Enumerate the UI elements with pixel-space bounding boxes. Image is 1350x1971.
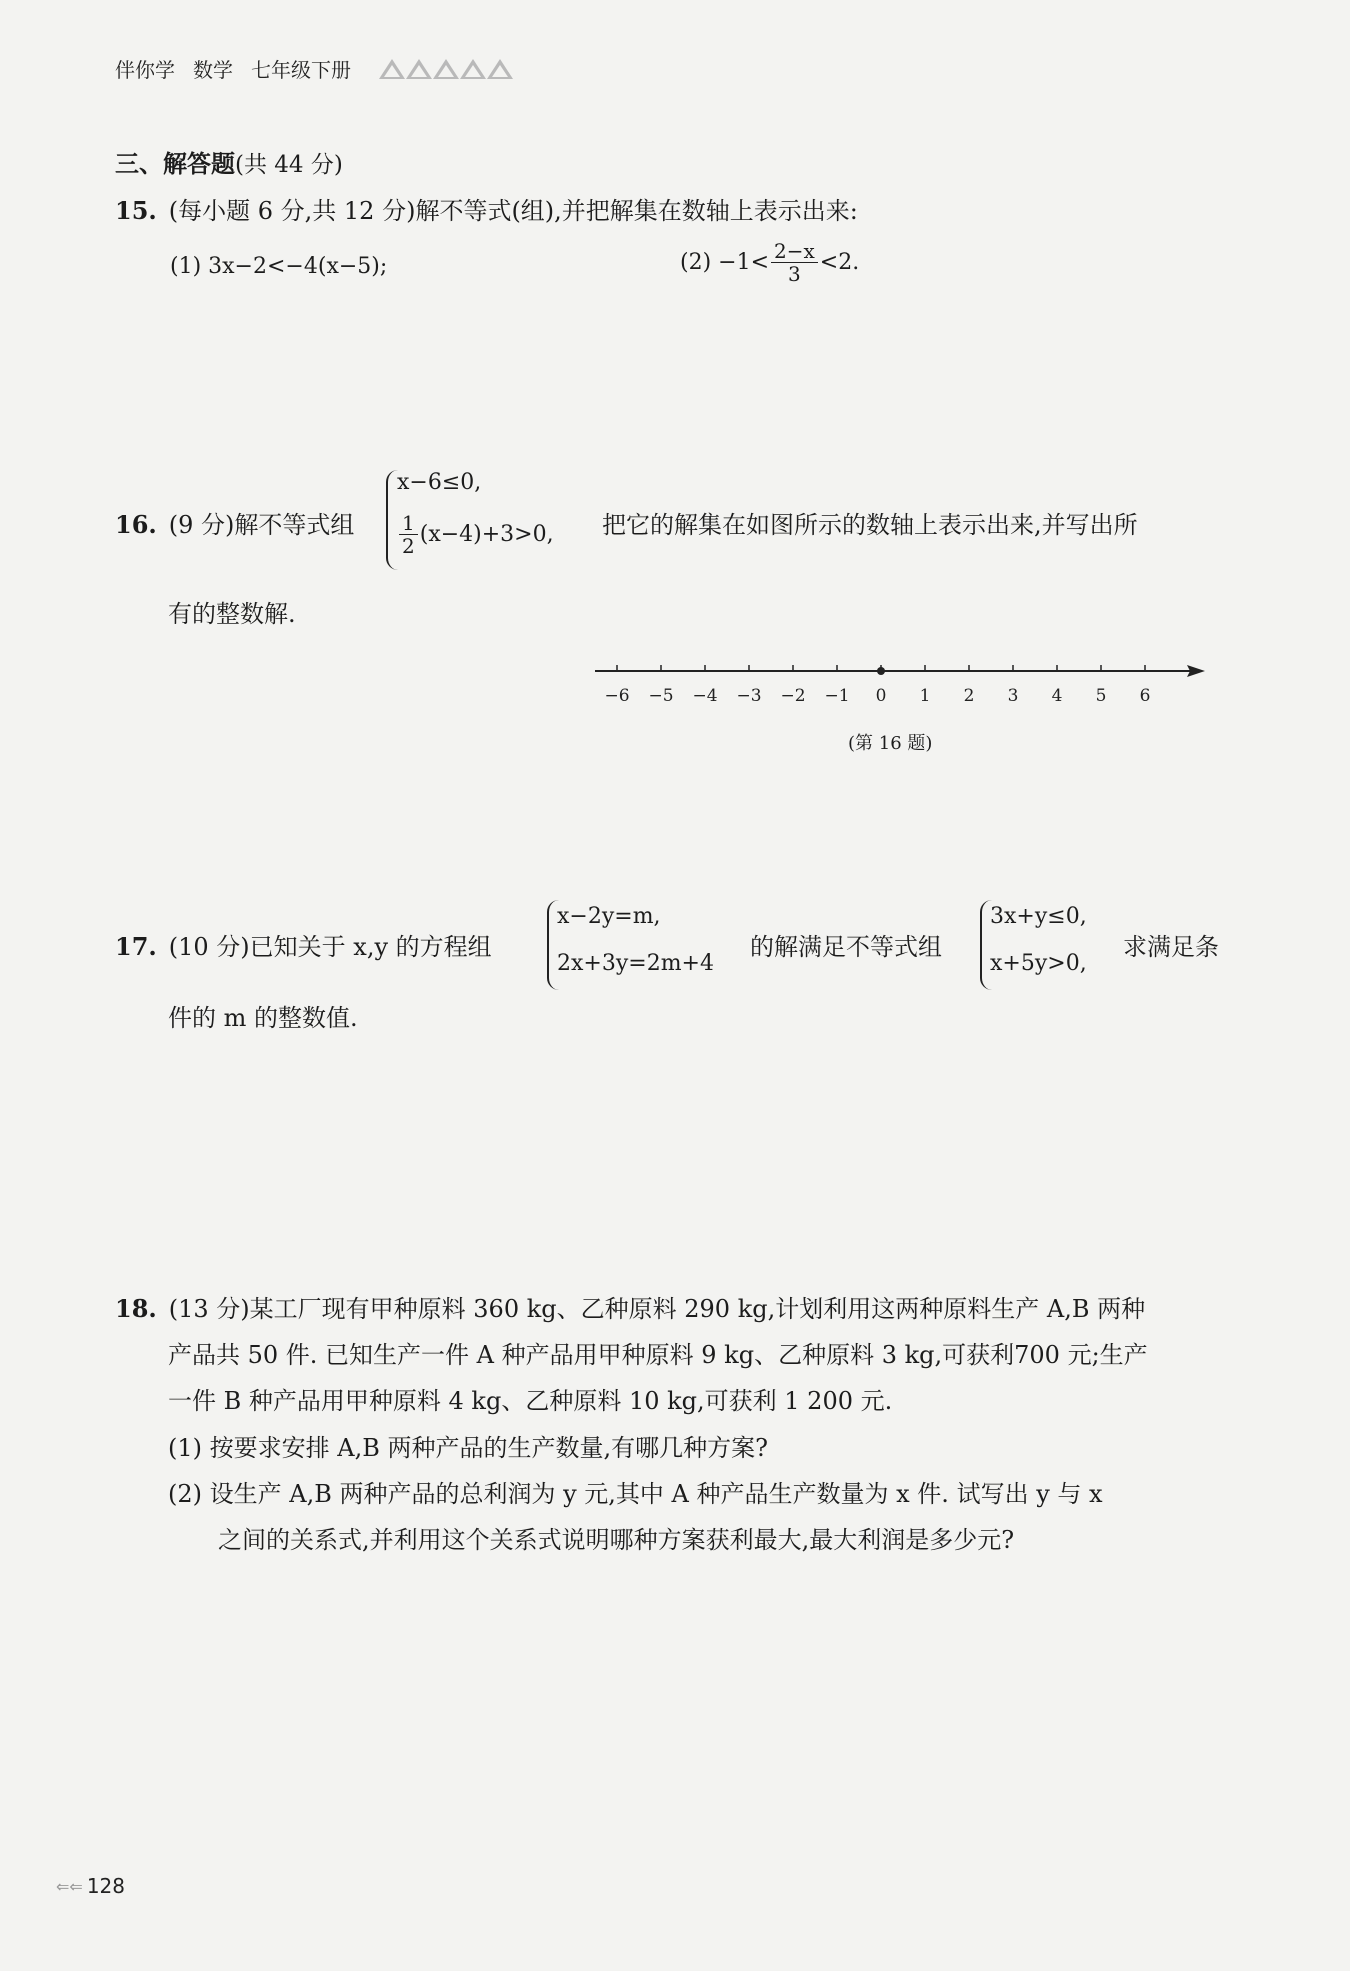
q16-text-after: 把它的解集在如图所示的数轴上表示出来,并写出所 bbox=[602, 511, 1138, 539]
fraction bbox=[771, 240, 818, 285]
axis-tick-label: −2 bbox=[780, 686, 806, 706]
q16-ineq-2 bbox=[397, 512, 554, 557]
fraction-numerator: 2−x bbox=[771, 240, 818, 263]
q17-text-mid: 的解满足不等式组 bbox=[750, 933, 942, 961]
axis-tick-label: −6 bbox=[604, 686, 630, 706]
q15-part2-suffix: <2. bbox=[819, 250, 860, 275]
q17-text-cont: 件的 m 的整数值. bbox=[168, 1004, 358, 1032]
fraction bbox=[399, 512, 418, 557]
section-points: (共 44 分) bbox=[235, 152, 343, 178]
section-title-text: 三、解答题 bbox=[115, 150, 235, 178]
axis-tick-label: −4 bbox=[692, 686, 718, 706]
page-footer bbox=[56, 1874, 125, 1898]
q16-text-cont: 有的整数解. bbox=[168, 600, 296, 628]
axis-tick-label: 4 bbox=[1051, 686, 1063, 706]
question-18 bbox=[115, 1289, 1145, 1324]
axis-tick-label: 0 bbox=[875, 686, 887, 706]
page-header bbox=[115, 54, 513, 83]
q15-part2-prefix: (2) −1< bbox=[680, 250, 770, 275]
fraction-denominator: 3 bbox=[788, 262, 801, 286]
q16-ineq-1: x−6≤0, bbox=[397, 470, 482, 495]
axis-tick-label: 5 bbox=[1095, 686, 1107, 706]
question-15 bbox=[115, 191, 858, 226]
triangle-decoration-icon bbox=[379, 59, 513, 79]
axis-tick-label: −5 bbox=[648, 686, 674, 706]
series-name: 伴你学 bbox=[115, 58, 175, 82]
axis-tick-label: 6 bbox=[1139, 686, 1151, 706]
q18-part-2-line-2: 之间的关系式,并利用这个关系式说明哪种方案获利最大,最大利润是多少元? bbox=[218, 1526, 1015, 1554]
q15-part1: (1) 3x−2<−4(x−5); bbox=[170, 254, 388, 279]
q17-ineq-1: 3x+y≤0, bbox=[990, 904, 1087, 929]
number-line bbox=[585, 655, 1225, 715]
question-text: (9 分)解不等式组 bbox=[168, 511, 355, 539]
q17-eq-1: x−2y=m, bbox=[557, 904, 661, 929]
question-17 bbox=[115, 927, 492, 962]
q15-part2 bbox=[680, 240, 859, 285]
fraction-denominator: 2 bbox=[402, 534, 415, 558]
axis-tick-label: 2 bbox=[963, 686, 975, 706]
grade-name: 七年级下册 bbox=[251, 58, 351, 82]
subject-name: 数学 bbox=[193, 58, 233, 82]
arrows-icon: ⇐⇐ bbox=[56, 1876, 83, 1896]
q18-line-2: 产品共 50 件. 已知生产一件 A 种产品用甲种原料 9 kg、乙种原料 3 kg,可获利700 元;生产 bbox=[168, 1341, 1148, 1369]
page-number: 128 bbox=[86, 1874, 125, 1898]
q18-part-2-line-1: (2) 设生产 A,B 两种产品的总利润为 y 元,其中 A 种产品生产数量为 x 件. 试写出 y 与 x bbox=[168, 1480, 1103, 1508]
question-number: 18. bbox=[115, 1294, 157, 1323]
section-title bbox=[115, 144, 343, 179]
q17-ineq-2: x+5y>0, bbox=[990, 951, 1087, 976]
question-16 bbox=[115, 505, 354, 540]
q18-line-3: 一件 B 种产品用甲种原料 4 kg、乙种原料 10 kg,可获利 1 200 元. bbox=[168, 1387, 893, 1415]
figure-caption: (第 16 题) bbox=[848, 733, 933, 754]
fraction-numerator: 1 bbox=[399, 512, 418, 535]
q17-text-after: 求满足条 bbox=[1123, 933, 1219, 961]
axis-tick-label: 1 bbox=[919, 686, 931, 706]
question-number: 15. bbox=[115, 196, 157, 225]
question-text: (10 分)已知关于 x,y 的方程组 bbox=[168, 933, 492, 961]
question-text: (每小题 6 分,共 12 分)解不等式(组),并把解集在数轴上表示出来: bbox=[168, 197, 858, 225]
axis-tick-label: −1 bbox=[824, 686, 850, 706]
origin-dot bbox=[877, 667, 885, 675]
axis-tick-label: −3 bbox=[736, 686, 762, 706]
question-text-line-1: (13 分)某工厂现有甲种原料 360 kg、乙种原料 290 kg,计划利用这两种原料生产 A,B 两种 bbox=[168, 1295, 1146, 1323]
question-number: 17. bbox=[115, 932, 157, 961]
axis-tick-label: 3 bbox=[1007, 686, 1019, 706]
q17-eq-2: 2x+3y=2m+4 bbox=[557, 951, 714, 976]
q18-part-1: (1) 按要求安排 A,B 两种产品的生产数量,有哪几种方案? bbox=[168, 1434, 768, 1462]
q16-ineq-2-rest: (x−4)+3>0, bbox=[419, 522, 554, 547]
question-number: 16. bbox=[115, 510, 157, 539]
